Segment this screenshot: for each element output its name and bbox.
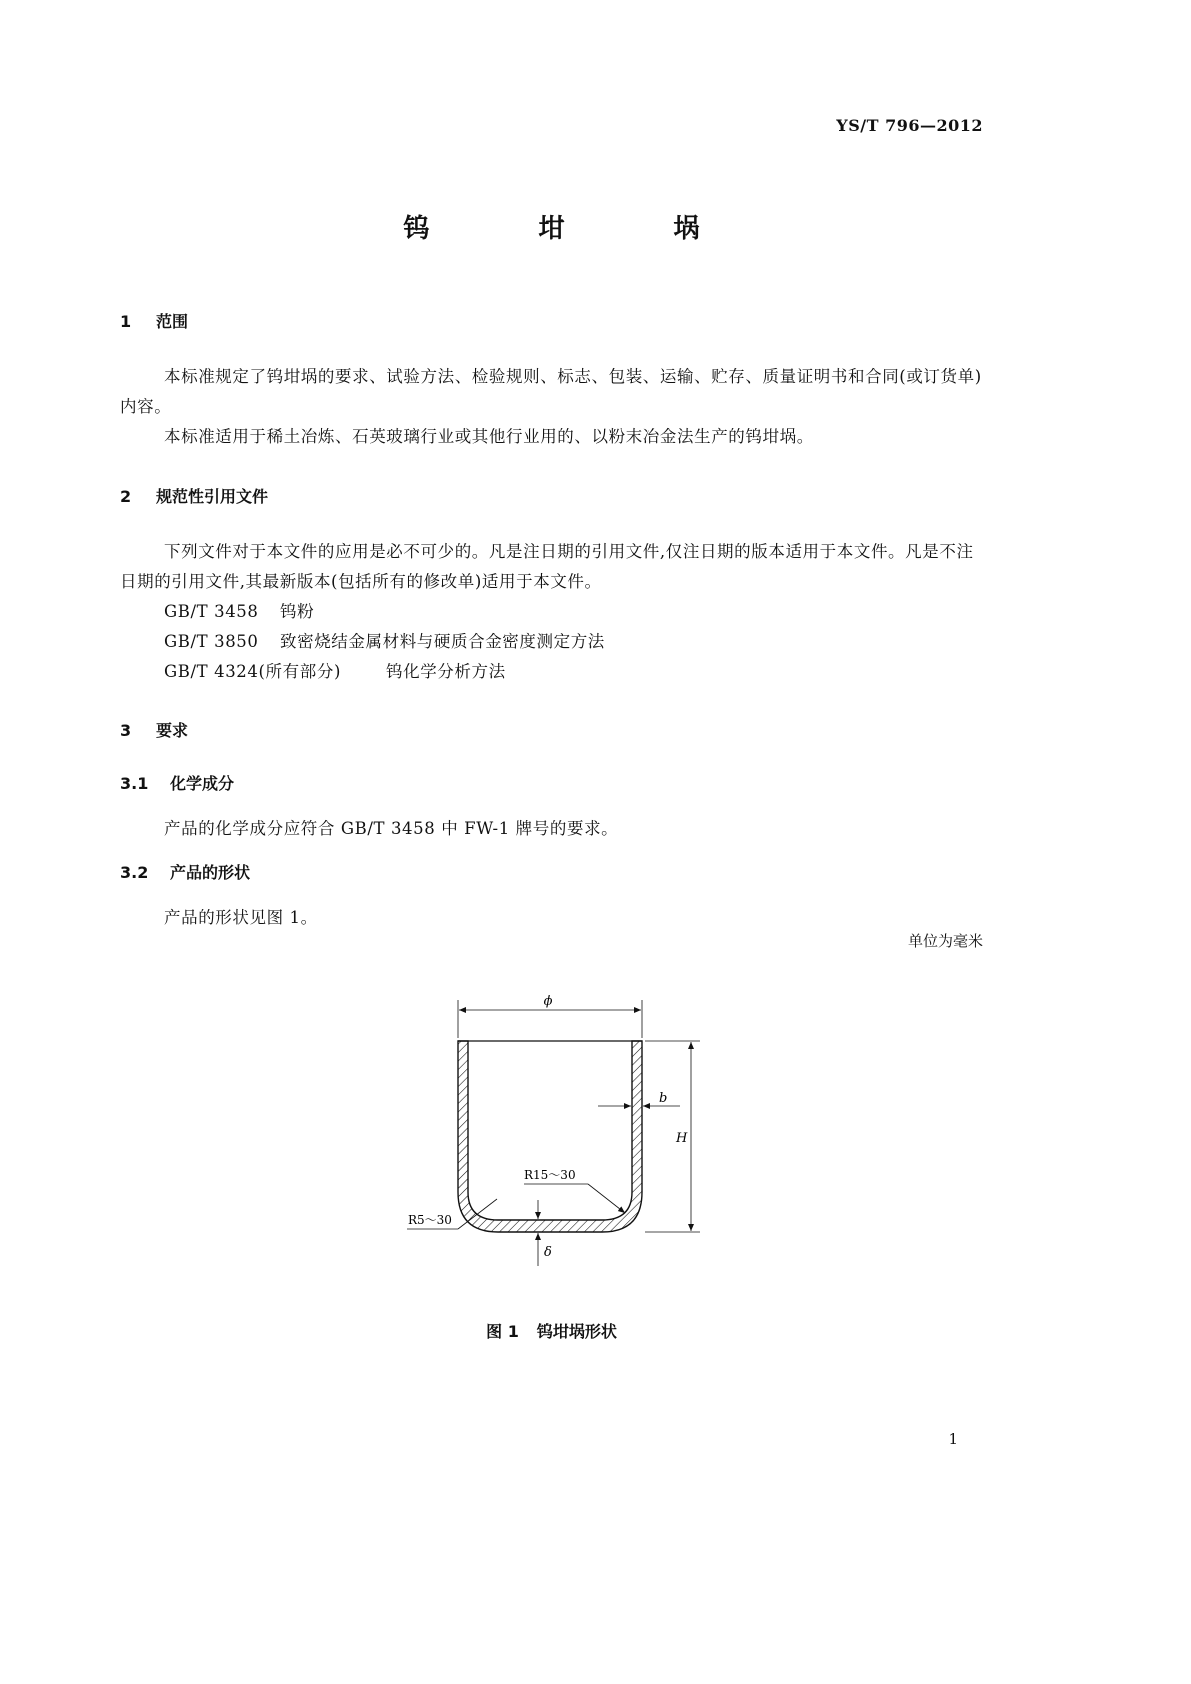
unit-note: 单位为毫米 [907, 932, 983, 950]
document-title: 钨 坩 埚 [403, 214, 750, 244]
section-2-paragraph: 下列文件对于本文件的应用是必不可少的。凡是注日期的引用文件,仅注日期的版本适用于本文件。凡是不注日期的引用文件,其最新版本(包括所有的修改单)适用于本文件。 [120, 542, 974, 591]
reference-code: GB/T 3850 [164, 632, 259, 651]
page-number: 1 [948, 1430, 958, 1448]
standard-code: YS/T 796—2012 [836, 116, 983, 135]
section-3-2-paragraph: 产品的形状见图 1。 [164, 908, 318, 927]
crucible-wall-section [458, 1041, 642, 1232]
bottom-label: δ [544, 1245, 552, 1260]
section-number: 3.2 [120, 863, 149, 882]
reference-title: 钨粉 [280, 602, 315, 621]
reference-title: 致密烧结金属材料与硬质合金密度测定方法 [280, 632, 605, 651]
reference-title: 钨化学分析方法 [386, 662, 506, 681]
inner-radius-label: R15～30 [524, 1168, 576, 1182]
section-title: 要求 [156, 721, 189, 740]
inner-radius-leader [588, 1184, 625, 1213]
diameter-label: ϕ [543, 994, 553, 1009]
section-number: 2 [120, 487, 132, 506]
figure-caption [0, 1319, 1103, 1342]
section-title: 化学成分 [170, 774, 235, 793]
section-number: 1 [120, 312, 132, 331]
figure-title: 钨坩埚形状 [536, 1322, 617, 1341]
section-title: 范围 [156, 312, 189, 331]
reference-code: GB/T 4324(所有部分) [164, 662, 341, 681]
height-label: H [676, 1131, 688, 1146]
section-title: 规范性引用文件 [156, 487, 269, 506]
section-number: 3.1 [120, 774, 149, 793]
section-number: 3 [120, 721, 132, 740]
section-3-1-paragraph: 产品的化学成分应符合 GB/T 3458 中 FW-1 牌号的要求。 [164, 819, 619, 838]
reference-code: GB/T 3458 [164, 602, 259, 621]
section-title: 产品的形状 [170, 863, 251, 882]
figure-number: 图 1 [486, 1322, 519, 1341]
section-1-paragraph-2: 本标准适用于稀土冶炼、石英玻璃行业或其他行业用的、以粉末冶金法生产的钨坩埚。 [164, 427, 814, 446]
outer-radius-label: R5～30 [408, 1213, 452, 1227]
wall-label: b [659, 1091, 668, 1106]
section-1-paragraph-1: 本标准规定了钨坩埚的要求、试验方法、检验规则、标志、包装、运输、贮存、质量证明书和合同(或订货单)内容。 [120, 367, 982, 416]
